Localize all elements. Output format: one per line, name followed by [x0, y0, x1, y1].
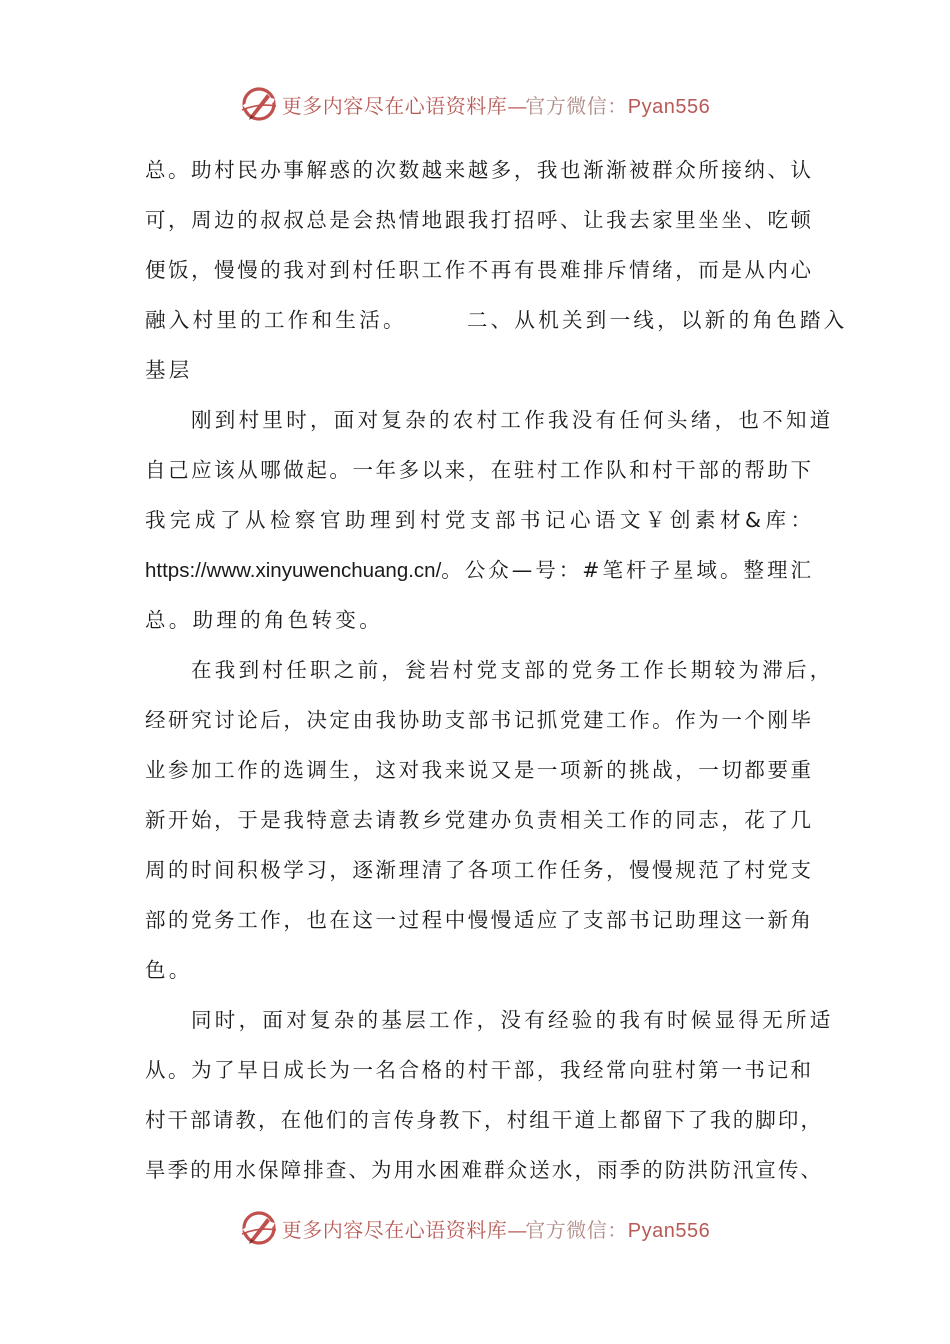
header-banner: [0, 82, 950, 126]
text-line: 自己应该从哪做起。一年多以来，在驻村工作队和村干部的帮助下: [145, 458, 811, 482]
url-text: https://www.xinyuwenchuang.cn/: [145, 559, 442, 582]
text-line: 村干部请教，在他们的言传身教下，村组干道上都留下了我的脚印，: [145, 1108, 821, 1132]
text-line: 融入村里的工作和生活。 二、从机关到一线，以新的角色踏入: [145, 308, 848, 332]
text-line: 周的时间积极学习，逐渐理清了各项工作任务，慢慢规范了村党支: [145, 858, 811, 882]
document-body: [145, 145, 848, 1195]
text-line: 在我到村任职之前，瓮岩村党支部的党务工作长期较为滞后，: [191, 658, 834, 682]
text-line: 刚到村里时，面对复杂的农村工作我没有任何头绪，也不知道: [191, 408, 834, 432]
text-line: 总。助理的角色转变。: [145, 608, 383, 632]
text-line: 便饭，慢慢的我对到村任职工作不再有畏难排斥情绪，而是从内心: [145, 258, 811, 282]
text-line: 我完成了从检察官助理到村党支部书记心语文￥创素材&库：: [145, 508, 811, 532]
text-line: 业参加工作的选调生，这对我来说又是一项新的挑战，一切都要重: [145, 758, 811, 782]
text-line: 同时，面对复杂的基层工作，没有经验的我有时候显得无所适: [191, 1008, 834, 1032]
text-line: 新开始，于是我特意去请教乡党建办负责相关工作的同志，花了几: [145, 808, 811, 832]
footer-banner: [0, 1206, 950, 1250]
text-line: https://www.xinyuwenchuang.cn/。公众—号：#笔杆子星域。整理汇: [145, 558, 814, 582]
banner-text: 更多内容尽在心语资料库—官方微信：Pyan556: [281, 93, 711, 118]
text-line: 部的党务工作，也在这一过程中慢慢适应了支部书记助理这一新角: [145, 908, 811, 932]
text-line: 总。助村民办事解惑的次数越来越多，我也渐渐被群众所接纳、认: [145, 158, 811, 182]
text-line: 旱季的用水保障排查、为用水困难群众送水，雨季的防洪防汛宣传、: [145, 1158, 821, 1182]
text-line: 经研究讨论后，决定由我协助支部书记抓党建工作。作为一个刚毕: [145, 708, 811, 732]
text-line: 从。为了早日成长为一名合格的村干部，我经常向驻村第一书记和: [145, 1058, 811, 1082]
text-line: 基层: [145, 358, 193, 382]
pen-logo-icon: [240, 85, 278, 123]
text-line: 色。: [145, 958, 193, 982]
banner-text: 更多内容尽在心语资料库—官方微信：Pyan556: [281, 1217, 711, 1242]
text-line: 可，周边的叔叔总是会热情地跟我打招呼、让我去家里坐坐、吃顿: [145, 208, 811, 232]
pen-logo-icon: [240, 1209, 278, 1247]
